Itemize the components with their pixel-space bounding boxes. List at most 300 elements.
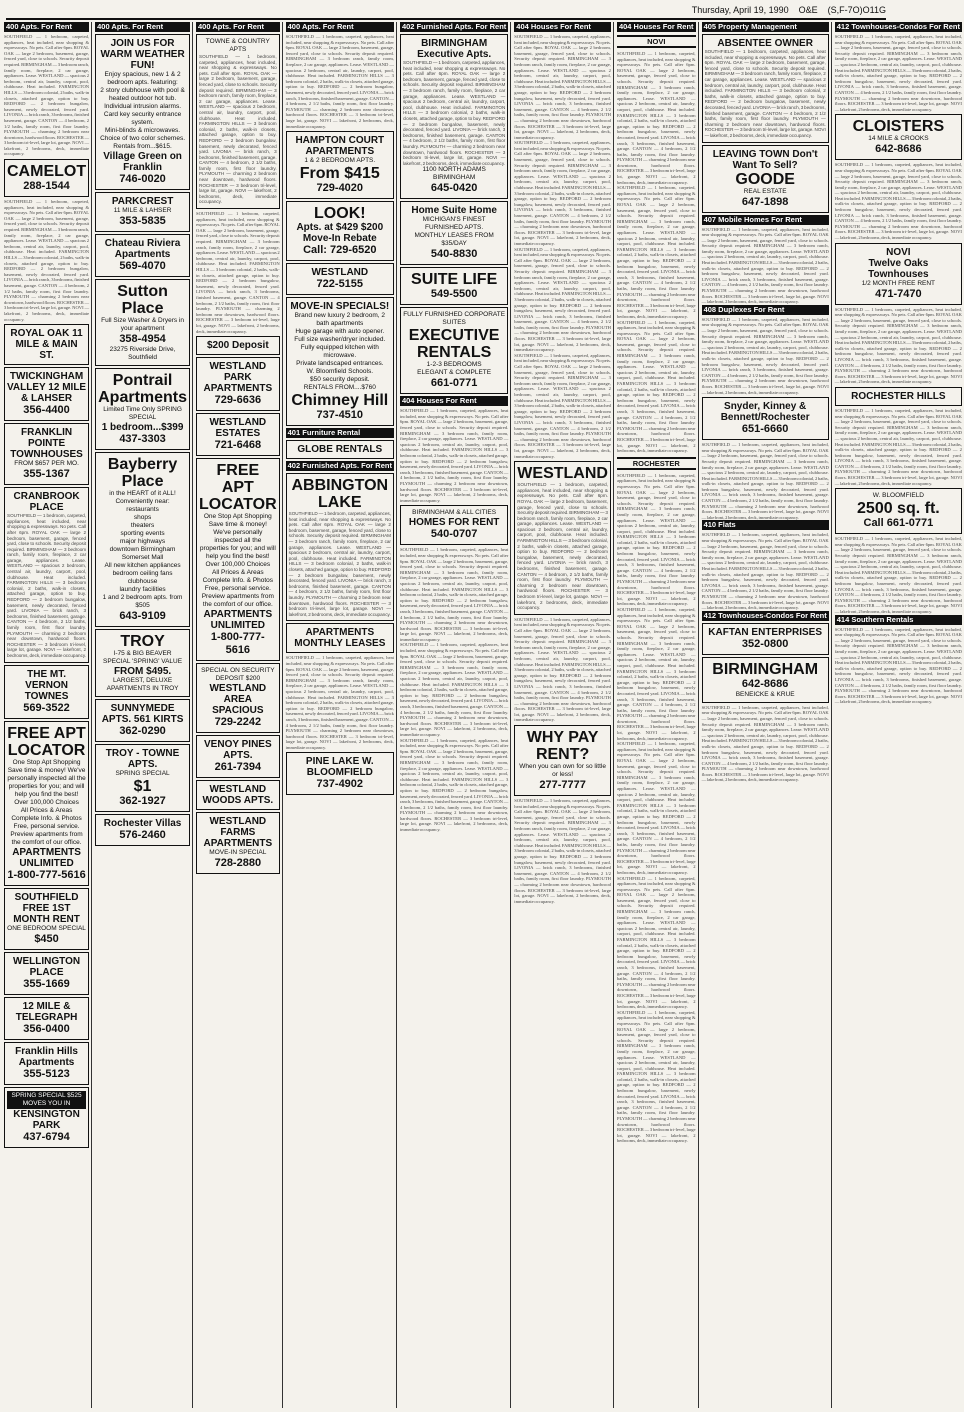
twelve-mile-ad <box>4 997 89 1040</box>
birmingham-townhouse-ad <box>702 657 829 703</box>
ad-bullet: All Prices & Areas <box>211 569 264 577</box>
listing-text: SOUTHFIELD — 1 bedroom, carpeted, appliances, heat included, near shopping & expressways. No pets. Call after 6pm. ROYAL OAK — large 2 bedroom, basement, garage, fenced yard, close to schools. Security deposit required. BIRMINGHAM — 3 bedroom ranch, family room, fireplace, 2 car garage, appliances. Lease. WESTLAND — spacious 2 bedroom, central air, laundry, carport, pool, clubhouse. Heat included. FARMINGTON HILLS — 3 bedroom colonial, 2 baths, walk-in closets, attached garage, option to buy. REDFORD — 2 bedroom bungalow, basement, newly decorated, fenced yard. LIVONIA — brick ranch, 3 bedrooms, finished basement, garage. CANTON — 4 bedroom, 2 1/2 baths, family room, first floor laundry. PLYMOUTH — charming 2 bedroom near downtown, hardwood floors. ROCHESTER — 3 bedroom tri-level, large lot, garage. NOVI — lakefront, 2 bedrooms, deck, immediate occupancy. <box>514 140 611 246</box>
ad-phone: 729-6636 <box>214 394 262 407</box>
listing-text: SOUTHFIELD — 1 bedroom, carpeted, appliances, heat included, near shopping & expressways. No pets. Call after 6pm. ROYAL OAK — large 2 bedroom, basement, garage, fenced yard, close to schools. Security deposit required. BIRMINGHAM — 3 bedroom ranch, family room, fireplace, 2 car garage, appliances. Lease. WESTLAND — spacious 2 bedroom, central air, laundry, carport, pool, clubhouse. Heat included. FARMINGTON HILLS — 3 bedroom colonial, 2 baths, walk-in closets, attached garage, option to buy. REDFORD — 2 bedroom bungalow, basement, newly decorated, fenced yard. LIVONIA — brick ranch, 3 bedrooms, finished basement, garage. CANTON — 4 bedroom, 2 1/2 baths, family room, first floor laundry. PLYMOUTH — charming 2 bedroom near downtown, hardwood floors. ROCHESTER — 3 bedroom tri-level, large lot, garage. NOVI — lakefront, 2 bedrooms, deck, immediate occupancy. <box>701 442 829 520</box>
ad-phone: 288-1544 <box>23 180 70 193</box>
ad-title: TROY - TOWNE APTS. <box>105 748 180 770</box>
ad-phone: 261-7394 <box>214 761 262 774</box>
listing-text: SOUTHFIELD — 1 bedroom, carpeted, appliances, heat included, near shopping & expressways. No pets. Call after 6pm. ROYAL OAK — large 2 bedroom, basement, garage, fenced yard, close to schools. Security deposit required. BIRMINGHAM — 3 bedroom ranch, family room, fireplace, 2 car garage, appliances. Lease. WESTLAND — spacious 2 bedroom, central air, laundry, carport, pool, clubhouse. Heat included. FARMINGTON HILLS — 3 bedroom colonial, 2 baths, walk-in closets, attached garage, option to buy. REDFORD — 2 bedroom bungalow, basement, newly decorated, fenced yard. LIVONIA — brick ranch, 3 bedrooms, finished basement, garage. CANTON — 4 bedroom, 2 1/2 baths, family room, first floor laundry. PLYMOUTH — charming 2 bedroom near downtown, hardwood floors. ROCHESTER — 3 bedroom tri-level, large lot, garage. NOVI — lakefront, 2 bedrooms, deck, immediate occupancy. <box>399 737 509 833</box>
ad-title: $200 Deposit <box>206 340 269 352</box>
bayberry-ad <box>95 452 190 627</box>
goode-ad <box>702 145 829 213</box>
ad-bullet: Mini-blinds & microwaves. <box>104 127 181 134</box>
listing-text: SOUTHFIELD — 1 bedroom, carpeted, appliances, heat included, near shopping & expressways. No pets. Call after 6pm. ROYAL OAK — large 2 bedroom, basement, garage, fenced yard, close to schools. Security deposit required. BIRMINGHAM — 3 bedroom ranch, family room, fireplace, 2 car garage, appliances. Lease. WESTLAND — spacious 2 bedroom, central air, laundry, carport, pool, clubhouse. Heat included. FARMINGTON HILLS — 3 bedroom colonial, 2 baths, walk-in closets, attached garage, option to buy. REDFORD — 2 bedroom bungalow, basement, newly decorated, fenced yard. LIVONIA — brick ranch, 3 bedrooms, finished basement, garage. CANTON — 4 bedroom, 2 1/2 baths, family room, first floor laundry. PLYMOUTH — charming 2 bedroom near downtown, hardwood floors. ROCHESTER — 3 bedroom tri-level, large lot, garage. NOVI — lakefront, 2 bedrooms, deck, immediate occupancy. <box>402 60 506 166</box>
listing-text: SOUTHFIELD — 1 bedroom, carpeted, appliances, heat included, near shopping & expressways. No pets. Call after 6pm. ROYAL OAK — large 2 bedroom, basement, garage, fenced yard, close to schools. Security deposit required. BIRMINGHAM — 3 bedroom ranch, family room, fireplace, 2 car garage, appliances. Lease. WESTLAND — spacious 2 bedroom, central air, laundry, carport, pool, clubhouse. Heat included. FARMINGTON HILLS — 3 bedroom colonial, 2 baths, walk-in closets, attached garage, option to buy. REDFORD — 2 bedroom bungalow, basement, newly decorated, fenced yard. LIVONIA — brick ranch, 3 bedrooms, finished basement, garage. CANTON — 4 bedroom, 2 1/2 baths, family room, first floor laundry. PLYMOUTH — charming 2 bedroom near downtown, hardwood floors. ROCHESTER — 3 bedroom tri-level, large lot, garage. NOVI — lakefront, 2 bedrooms, deck, immediate occupancy. <box>834 162 962 241</box>
ad-title: SOUTHFIELD FREE 1ST MONTH RENT <box>13 891 80 925</box>
ad-body: Free, personal service. Preview apartments from the comfort of our office. <box>201 585 274 609</box>
ad-title: ABSENTEE OWNER <box>717 38 813 49</box>
ad-title: WESTLAND <box>311 267 369 279</box>
wellington-ad <box>4 952 89 995</box>
ad-title: TOWNE & COUNTRY APTS <box>205 38 270 53</box>
ad-title: 12 MILE & TELEGRAPH <box>15 1000 78 1023</box>
ad-phone: 358-4954 <box>119 333 166 345</box>
ad-phone: Call: 729-6520 <box>303 244 377 257</box>
apt-locator-ad <box>196 458 280 661</box>
ad-bullet: Private landscaped entrances. <box>296 360 384 368</box>
ad-title: WESTLAND ESTATES <box>209 417 267 440</box>
ad-bullet: Full size washer/dryer included. <box>294 336 386 344</box>
listing-text: SOUTHFIELD — 1 bedroom, carpeted, appliances, heat included, near shopping & expressways. No pets. Call after 6pm. ROYAL OAK — large 2 bedroom, basement, garage, fenced yard, close to schools. Security deposit required. BIRMINGHAM — 3 bedroom ranch, family room, fireplace, 2 car garage, appliances. Lease. WESTLAND — spacious 2 bedroom, central air, laundry, carport, pool, clubhouse. Heat included. FARMINGTON HILLS — 3 bedroom colonial, 2 baths, walk-in closets, attached garage, option to buy. REDFORD — 2 bedroom bungalow, basement, newly decorated, fenced yard. LIVONIA — brick ranch, 3 bedrooms, finished basement, garage. CANTON — 4 bedroom, 2 1/2 baths, family room, first floor laundry. PLYMOUTH — charming 2 bedroom near downtown, hardwood floors. ROCHESTER — 3 bedroom tri-level, large lot, garage. NOVI — lakefront, 2 bedrooms, deck, immediate occupancy. <box>701 226 829 305</box>
ad-bullet: Over 100,000 Choices <box>205 561 271 569</box>
ad-phone: 437-6794 <box>23 1130 70 1143</box>
sunnymede-ad <box>95 699 190 742</box>
listing-text: SOUTHFIELD — 1 bedroom, carpeted, appliances, heat included, near shopping & expressways. No pets. Call after 6pm. ROYAL OAK — large 2 bedroom, basement, garage, fenced yard, close to schools. Security deposit required. BIRMINGHAM — 3 bedroom ranch, family room, fireplace, 2 car garage, appliances. Lease. WESTLAND — spacious 2 bedroom, central air, laundry, carport, pool, clubhouse. Heat included. FARMINGTON HILLS — 3 bedroom colonial, 2 baths, walk-in closets, attached garage, option to buy. REDFORD — 2 bedroom bungalow, basement, newly decorated, fenced yard. LIVONIA — brick ranch, 3 bedrooms, finished basement, garage. CANTON — 4 bedroom, 2 1/2 baths, family room, first floor laundry. PLYMOUTH — charming 2 bedroom near downtown, hardwood floors. ROCHESTER — 3 bedroom tri-level, large lot, garage. NOVI — lakefront, 2 bedrooms, deck, immediate occupancy. <box>616 607 696 741</box>
ad-body: Brand new luxury 2 bedroom, 2 bath apartments <box>294 312 385 328</box>
listing-text: SOUTHFIELD — 1 bedroom, carpeted, appliances, heat included, near shopping & expressways. No pets. Call after 6pm. ROYAL OAK — large 2 bedroom, basement, garage, fenced yard, close to schools. Security deposit required. BIRMINGHAM — 3 bedroom ranch, family room, fireplace, 2 car garage, appliances. Lease. WESTLAND — spacious 2 bedroom, central air, laundry, carport, pool, clubhouse. Heat included. FARMINGTON HILLS — 3 bedroom colonial, 2 baths, walk-in closets, attached garage, option to buy. REDFORD — 2 bedroom bungalow, basement, newly decorated, fenced yard. LIVONIA — brick ranch, 3 bedrooms, finished basement, garage. CANTON — 4 bedroom, 2 1/2 baths, family room, first floor laundry. PLYMOUTH — charming 2 bedroom near downtown, hardwood floors. ROCHESTER — 3 bedroom tri-level, large lot, garage. NOVI — lakefront, 2 bedrooms, deck, immediate occupancy. <box>834 407 962 486</box>
ad-title: KENSINGTON PARK <box>13 1108 80 1131</box>
ad-subtitle: One Stop Apt Shopping <box>12 758 81 766</box>
ad-title: WESTLAND PARK APARTMENTS <box>203 361 273 395</box>
homes-for-rent-ad <box>400 505 508 545</box>
westland-spacious-ad <box>196 663 280 733</box>
ad-phone: 356-0400 <box>23 1022 70 1035</box>
ad-phone: 576-2460 <box>119 829 166 841</box>
ad-brand: Chimney Hill <box>291 392 389 410</box>
ad-brand: APARTMENTS UNLIMITED <box>203 609 273 632</box>
listing-text: SOUTHFIELD — 1 bedroom, carpeted, appliances, heat included, near shopping & expressways. No pets. Call after 6pm. ROYAL OAK — large 2 bedroom, basement, garage, fenced yard, close to schools. Security deposit required. BIRMINGHAM — 3 bedroom ranch, family room, fireplace, 2 car garage, appliances. Lease. WESTLAND — spacious 2 bedroom, central air, laundry, carport, pool, clubhouse. Heat included. FARMINGTON HILLS — 3 bedroom colonial, 2 baths, walk-in closets, attached garage, option to buy. REDFORD — 2 bedroom bungalow, basement, newly decorated, fenced yard. LIVONIA — brick ranch, 3 bedrooms, finished basement, garage. CANTON — 4 bedroom, 2 1/2 baths, family room, first floor laundry. PLYMOUTH — charming 2 bedroom near downtown, hardwood floors. ROCHESTER — 3 bedroom tri-level, large lot, garage. NOVI — lakefront, 2 bedrooms, deck, immediate occupancy. <box>701 316 829 395</box>
ad-bullet: major highways <box>119 538 166 545</box>
pontrail-ad <box>95 368 190 450</box>
ad-bullet: All Prices & Areas <box>20 806 73 814</box>
ad-brand: BENEICKE & KRUE <box>735 690 795 698</box>
section-header: 400 Apts. For Rent <box>286 22 394 32</box>
ad-title: SUITE LIFE <box>411 271 498 289</box>
column-4 <box>286 22 397 1408</box>
twelve-oaks-ad <box>835 243 962 305</box>
westland-apt-ad <box>286 263 394 295</box>
ad-title: Snyder, Kinney & Bennett/Rochester <box>720 401 810 424</box>
ad-banner: SPRING SPECIAL $525 MOVES YOU IN <box>7 1091 86 1109</box>
ad-bullet: $50 security deposit. <box>309 376 370 384</box>
issue-date: Thursday, April 19, 1990 <box>691 5 789 15</box>
westland-farms-ad <box>196 812 280 874</box>
troy-ad <box>95 629 190 697</box>
ad-brand: GOODE <box>735 170 795 188</box>
section-header: 401 Furniture Rental <box>286 428 394 438</box>
ad-phone: 647-1898 <box>741 195 789 208</box>
home-suite-ad <box>400 201 508 265</box>
ad-price: RENTALS FROM....$760 <box>303 384 376 392</box>
ad-title: SUNNYMEDE APTS. 561 KIRTS <box>101 703 184 725</box>
ad-title: EXECUTIVE RENTALS <box>408 327 500 362</box>
listing-text: SOUTHFIELD — 1 bedroom, carpeted, appliances, heat included, near shopping & expressways. No pets. Call after 6pm. ROYAL OAK — large 2 bedroom, basement, garage, fenced yard, close to schools. Security deposit required. BIRMINGHAM — 3 bedroom ranch, family room, fireplace, 2 car garage, appliances. Lease. WESTLAND — spacious 2 bedroom, central air, laundry, carport, pool, clubhouse. Heat included. FARMINGTON HILLS — 3 bedroom colonial, 2 baths, walk-in closets, attached garage, option to buy. REDFORD — 2 bedroom bungalow, basement, newly decorated, fenced yard. LIVONIA — brick ranch, 3 bedrooms, finished basement, garage. CANTON — 4 bedroom, 2 1/2 baths, family room, first floor laundry. PLYMOUTH — charming 2 bedroom near downtown, hardwood floors. ROCHESTER — 3 bedroom tri-level, large lot, garage. NOVI — lakefront, 2 bedrooms, deck, immediate occupancy. <box>616 741 696 875</box>
ad-subtitle: 1 & 2 BEDROOM APTS. <box>304 157 376 165</box>
section-header: 400 Apts. For Rent <box>95 22 190 32</box>
ad-banner: 1/2 MONTH FREE RENT <box>861 279 936 287</box>
section-header: 404 Houses For Rent <box>400 396 508 406</box>
ad-body: LARGEST, DELUXE APARTMENTS IN TROY <box>106 677 179 692</box>
ad-subtitle: in the HEART of it ALL! <box>109 490 176 497</box>
ad-title: PINE LAKE W. BLOOMFIELD <box>305 756 374 779</box>
ad-subtitle: One Stop Apt Shopping <box>203 513 272 521</box>
section-header: 404 Houses For Rent <box>618 22 694 31</box>
section-header: 412 Townhouses-Condos For Rent <box>836 22 960 31</box>
ad-phone: 642-8686 <box>875 143 922 156</box>
classified-columns <box>4 22 962 1408</box>
listing-text: SOUTHFIELD — 1 bedroom, carpeted, appliances, heat included, near shopping & expressways. No pets. Call after 6pm. ROYAL OAK — large 2 bedroom, basement, garage, fenced yard, close to schools. Security deposit required. BIRMINGHAM — 3 bedroom ranch, family room, fireplace, 2 car garage, appliances. Lease. WESTLAND — spacious 2 bedroom, central air, laundry, carport, pool, clubhouse. Heat included. FARMINGTON HILLS — 3 bedroom colonial, 2 baths, walk-in closets, attached garage, option to buy. REDFORD — 2 bedroom bungalow, basement, newly decorated, fenced yard. LIVONIA — brick ranch, 3 bedrooms, finished basement, garage. CANTON — 4 bedroom, 2 1/2 baths, family room, first floor laundry. PLYMOUTH — charming 2 bedroom near downtown, hardwood floors. ROCHESTER — 3 bedroom tri-level, large lot, garage. NOVI — lakefront, 2 bedrooms, deck, immediate occupancy. <box>616 875 696 1010</box>
ad-bullet: sporting events <box>120 530 165 537</box>
paper-name: O&E <box>798 5 818 15</box>
ad-title: FREE APT LOCATOR <box>199 462 277 514</box>
ad-bullet: Complete Info. & Photos <box>11 814 82 822</box>
city-heading: NOVI <box>617 35 696 48</box>
why-pay-rent-ad <box>514 725 611 796</box>
join-us-ad <box>95 34 190 190</box>
section-header: 400 Apts. For Rent <box>4 22 89 32</box>
listing-text: SOUTHFIELD — 1 bedroom, carpeted, appliances, heat included, near shopping & expressways. No pets. Call after 6pm. ROYAL OAK — large 2 bedroom, basement, garage, fenced yard, close to schools. Security deposit required. BIRMINGHAM — 3 bedroom ranch, family room, fireplace, 2 car garage, appliances. Lease. WESTLAND — spacious 2 bedroom, central air, laundry, carport, pool, clubhouse. Heat included. FARMINGTON HILLS — 3 bedroom colonial, 2 baths, walk-in closets, attached garage, option to buy. REDFORD — 2 bedroom bungalow, basement, newly decorated, fenced yard. LIVONIA — brick ranch, 3 bedrooms, finished basement, garage. CANTON — 4 bedroom, 2 1/2 baths, family room, first floor laundry. PLYMOUTH — charming 2 bedroom near downtown, hardwood floors. ROCHESTER — 3 bedroom tri-level, large lot, garage. NOVI — lakefront, 2 bedrooms, deck, immediate occupancy. <box>517 482 608 611</box>
ad-phone: 642-8686 <box>741 677 789 690</box>
executive-rentals-ad <box>400 307 508 394</box>
camelot-ad <box>4 159 89 197</box>
ad-bullet: theaters <box>130 522 155 529</box>
ad-bullet: Somerset Mall <box>121 554 164 561</box>
ad-phone: 362-0290 <box>119 725 166 737</box>
listing-text: SOUTHFIELD — 1 bedroom, carpeted, appliances, heat included, near shopping & expressways. No pets. Call after 6pm. ROYAL OAK — large 2 bedroom, basement, garage, fenced yard, close to schools. Security deposit required. BIRMINGHAM — 3 bedroom ranch, family room, fireplace, 2 car garage, appliances. Lease. WESTLAND — spacious 2 bedroom, central air, laundry, carport, pool, clubhouse. Heat included. FARMINGTON HILLS — 3 bedroom colonial, 2 baths, walk-in closets, attached garage, option to buy. REDFORD — 2 bedroom bungalow, basement, newly decorated, fenced yard. LIVONIA — brick ranch, 3 bedrooms, finished basement, garage. CANTON — 4 bedroom, 2 1/2 baths, family room, first floor laundry. PLYMOUTH — charming 2 bedroom near downtown, hardwood floors. ROCHESTER — 3 bedroom tri-level, large lot, garage. NOVI — lakefront, 2 bedrooms, deck, immediate occupancy. <box>701 532 829 611</box>
listing-text: SOUTHFIELD — 1 bedroom, carpeted, appliances, heat included, near shopping & expressways. No pets. Call after 6pm. ROYAL OAK — large 2 bedroom, basement, garage, fenced yard, close to schools. Security deposit required. BIRMINGHAM — 3 bedroom ranch, family room, fireplace, 2 car garage, appliances. Lease. WESTLAND — spacious 2 bedroom, central air, laundry, carport, pool, clubhouse. Heat included. FARMINGTON HILLS — 3 bedroom colonial, 2 baths, walk-in closets, attached garage, option to buy. REDFORD — 2 bedroom bungalow, basement, newly decorated, fenced yard. LIVONIA — brick ranch, 3 bedrooms, finished basement, garage. CANTON — 4 bedroom, 2 1/2 baths, family room, first floor laundry. PLYMOUTH — charming 2 bedroom near downtown, hardwood floors. ROCHESTER — 3 bedroom tri-level, large lot, garage. NOVI — lakefront, 2 bedrooms, deck, immediate occupancy. <box>616 185 696 319</box>
ad-city: NOVI <box>886 246 911 258</box>
ad-banner: SPECIAL ON SECURITY DEPOSIT $200 <box>201 667 275 683</box>
listing-text: SOUTHFIELD — 1 bedroom, carpeted, appliances, heat included, near shopping & expressways. No pets. Call after 6pm. ROYAL OAK — large 2 bedroom, basement, garage, fenced yard, close to schools. Security deposit required. BIRMINGHAM — 3 bedroom ranch, family room, fireplace, 2 car garage, appliances. Lease. WESTLAND — spacious 2 bedroom, central air, laundry, carport, pool, clubhouse. Heat included. FARMINGTON HILLS — 3 bedroom colonial, 2 baths, walk-in closets, attached garage, option to buy. REDFORD — 2 bedroom bungalow, basement, newly decorated, fenced yard. LIVONIA — brick ranch, 3 bedrooms, finished basement, garage. CANTON — 4 bedroom, 2 1/2 baths, family room, first floor laundry. PLYMOUTH — charming 2 bedroom near downtown, hardwood floors. ROCHESTER — 3 bedroom tri-level, large lot, garage. NOVI — lakefront, 2 bedrooms, deck, immediate occupancy. <box>199 54 277 205</box>
section-header: 402 Furnished Apts. For Rent <box>287 461 392 471</box>
listing-text: SOUTHFIELD — 1 bedroom, carpeted, appliances, heat included, near shopping & expressways. No pets. Call after 6pm. ROYAL OAK — large 2 bedroom, basement, garage, fenced yard, close to schools. Security deposit required. BIRMINGHAM — 3 bedroom ranch, family room, fireplace, 2 car garage, appliances. Lease. WESTLAND — spacious 2 bedroom, central air, laundry, carport, pool, clubhouse. Heat included. FARMINGTON HILLS — 3 bedroom colonial, 2 baths, walk-in closets, attached garage, option to buy. REDFORD — 2 bedroom bungalow, basement, newly decorated, fenced yard. LIVONIA — brick ranch, 3 bedrooms, finished basement, garage. CANTON — 4 bedroom, 2 1/2 baths, family room, first floor laundry. PLYMOUTH — charming 2 bedroom near downtown, hardwood floors. ROCHESTER — 3 bedroom tri-level, large lot, garage. NOVI — lakefront, 2 bedrooms, deck, immediate occupancy. <box>616 51 696 185</box>
ad-title: BIRMINGHAM <box>712 660 819 678</box>
westland-homes-ad <box>514 461 611 615</box>
ad-title: Rochester Villas <box>103 818 182 829</box>
ad-phone: 362-1927 <box>119 795 166 807</box>
ad-title: TROY <box>120 633 165 650</box>
listing-text: SOUTHFIELD — 1 bedroom, carpeted, appliances, heat included, near shopping & expressways. No pets. Call after 6pm. ROYAL OAK — large 2 bedroom, basement, garage, fenced yard, close to schools. Security deposit required. BIRMINGHAM — 3 bedroom ranch, family room, fireplace, 2 car garage, appliances. Lease. WESTLAND — spacious 2 bedroom, central air, laundry, carport, pool, clubhouse. Heat included. FARMINGTON HILLS — 3 bedroom colonial, 2 baths, walk-in closets, attached garage, option to buy. REDFORD — 2 bedroom bungalow, basement, newly decorated, fenced yard. LIVONIA — brick ranch, 3 bedrooms, finished basement, garage. CANTON — 4 bedroom, 2 1/2 baths, family room, first floor laundry. PLYMOUTH — charming 2 bedroom near downtown, hardwood floors. ROCHESTER — 3 bedroom tri-level, large lot, garage. NOVI — lakefront, 2 bedrooms, deck, immediate occupancy. <box>196 211 280 334</box>
section-header: 400 Apts. For Rent <box>196 22 280 32</box>
ad-phone: 651-6660 <box>741 423 789 436</box>
ad-title: LEAVING TOWN Don't Want To Sell? <box>712 148 818 171</box>
pine-lake-ad <box>286 752 394 795</box>
ad-phone: 746-0020 <box>119 173 166 185</box>
ad-feature: All new kitchen appliances <box>104 562 181 569</box>
ad-feature: bedroom ceiling fans <box>112 570 173 577</box>
ad-phone: 1-800-777-5616 <box>210 631 265 657</box>
ad-phone: 728-2880 <box>214 857 262 870</box>
section-header: 407 Mobile Homes For Rent <box>702 215 829 225</box>
column-9 <box>835 22 964 1408</box>
ad-brand: Village Green on Franklin <box>103 151 182 173</box>
ad-title: Sutton Place <box>117 283 168 317</box>
ad-title: Bayberry Place <box>107 456 178 490</box>
move-in-ad <box>286 297 394 426</box>
listing-text: SOUTHFIELD — 1 bedroom, carpeted, appliances, heat included, near shopping & expressways. No pets. Call after 6pm. ROYAL OAK — large 2 bedroom, basement, garage, fenced yard, close to schools. Security deposit required. BIRMINGHAM — 3 bedroom ranch, family room, fireplace, 2 car garage, appliances. Lease. WESTLAND — spacious 2 bedroom, central air, laundry, carport, pool, clubhouse. Heat included. FARMINGTON HILLS — 3 bedroom colonial, 2 baths, walk-in closets, attached garage, option to buy. REDFORD — 2 bedroom bungalow, basement, newly decorated, fenced yard. LIVONIA — brick ranch, 3 bedrooms, finished basement, garage. CANTON — 4 bedroom, 2 1/2 baths, family room, first floor laundry. PLYMOUTH — charming 2 bedroom near downtown, hardwood floors. ROCHESTER — 3 bedroom tri-level, large lot, garage. NOVI — lakefront, 2 bedrooms, deck, immediate occupancy. <box>7 513 87 658</box>
edition-code: (S,F-7O)O11G <box>827 5 886 15</box>
ad-bullet: Fully equipped kitchen with microwave. <box>300 344 379 360</box>
ad-title: WESTLAND WOODS APTS. <box>202 784 274 807</box>
listing-text: SOUTHFIELD — 1 bedroom, carpeted, appliances, heat included, near shopping & expressways. No pets. Call after 6pm. ROYAL OAK — large 2 bedroom, basement, garage, fenced yard, close to schools. Security deposit required. BIRMINGHAM — 3 bedroom ranch, family room, fireplace, 2 car garage, appliances. Lease. WESTLAND — spacious 2 bedroom, central air, laundry, carport, pool, clubhouse. Heat included. FARMINGTON HILLS — 3 bedroom colonial, 2 baths, walk-in closets, attached garage, option to buy. REDFORD — 2 bedroom bungalow, basement, newly decorated, fenced yard. LIVONIA — brick ranch, 3 bedrooms, finished basement, garage. CANTON — 4 bedroom, 2 1/2 baths, family room, first floor laundry. PLYMOUTH — charming 2 bedroom near downtown, hardwood floors. ROCHESTER — 3 bedroom tri-level, large lot, garage. NOVI — lakefront, 2 bedrooms, deck, immediate occupancy. <box>285 655 394 750</box>
ad-phone: 643-9109 <box>119 610 166 622</box>
ad-bullet: Rentals from...$615. <box>113 143 172 150</box>
ad-subtitle: I-75 & BIG BEAVER <box>113 650 172 657</box>
ad-phone: 1-800-777-5616 <box>7 868 86 881</box>
listing-text: SOUTHFIELD — 1 bedroom, carpeted, appliances, heat included, near shopping & expressways. No pets. Call after 6pm. ROYAL OAK — large 2 bedroom, basement, garage, fenced yard, close to schools. Security deposit required. BIRMINGHAM — 3 bedroom ranch, family room, fireplace, 2 car garage, appliances. Lease. WESTLAND — spacious 2 bedroom, central air, laundry, carport, pool, clubhouse. Heat included. FARMINGTON HILLS — 3 bedroom colonial, 2 baths, walk-in closets, attached garage, option to buy. REDFORD — 2 bedroom bungalow, basement, newly decorated, fenced yard. LIVONIA — brick ranch, 3 bedrooms, finished basement, garage. CANTON — 4 bedroom, 2 1/2 baths, family room, first floor laundry. PLYMOUTH — charming 2 bedroom near downtown, hardwood floors. ROCHESTER — 3 bedroom tri-level, large lot, garage. NOVI — lakefront, 2 bedrooms, deck, immediate occupancy. <box>616 472 696 607</box>
column-6 <box>514 22 614 1408</box>
masthead <box>6 2 886 20</box>
section-header: 402 Furnished Apts. For Rent <box>401 22 507 31</box>
ad-title: JOIN US FOR WARM WEATHER FUN! <box>100 38 185 71</box>
ad-address: 23275 Riverside Drive, Southfield <box>109 346 176 361</box>
ad-phone: 729-4020 <box>316 182 364 195</box>
listing-text: SOUTHFIELD — 1 bedroom, carpeted, appliances, heat included, near shopping & expressways. No pets. Call after 6pm. ROYAL OAK — large 2 bedroom, basement, garage, fenced yard, close to schools. Security deposit required. BIRMINGHAM — 3 bedroom ranch, family room, fireplace, 2 car garage, appliances. Lease. WESTLAND — spacious 2 bedroom, central air, laundry, carport, pool, clubhouse. Heat included. FARMINGTON HILLS — 3 bedroom colonial, 2 baths, walk-in closets, attached garage, option to buy. REDFORD — 2 bedroom bungalow, basement, newly decorated, fenced yard. LIVONIA — brick ranch, 3 bedrooms, finished basement, garage. CANTON — 4 bedroom, 2 1/2 baths, family room, first floor laundry. PLYMOUTH — charming 2 bedroom near downtown, hardwood floors. ROCHESTER — 3 bedroom tri-level, large lot, garage. NOVI — lakefront, 2 bedrooms, deck, immediate occupancy. <box>514 246 611 353</box>
ad-price: $1 <box>133 778 152 795</box>
ad-title: ABBINGTON LAKE <box>291 477 389 512</box>
mt-vernon-ad <box>4 665 89 719</box>
sutton-ad <box>95 279 190 366</box>
hampton-ad <box>286 131 394 199</box>
ad-title: VENOY PINES APTS. <box>204 739 272 762</box>
ad-phone: 277-7777 <box>539 779 586 792</box>
ad-title: Franklin Hills Apartments <box>15 1045 78 1068</box>
listing-text: SOUTHFIELD — 1 bedroom, carpeted, appliances, heat included, near shopping & expressways. No pets. Call after 6pm. ROYAL OAK — large 2 bedroom, basement, garage, fenced yard, close to schools. Security deposit required. BIRMINGHAM — 3 bedroom ranch, family room, fireplace, 2 car garage, appliances. Lease. WESTLAND — spacious 2 bedroom, central air, laundry, carport, pool, clubhouse. Heat included. FARMINGTON HILLS — 3 bedroom colonial, 2 baths, walk-in closets, attached garage, option to buy. REDFORD — 2 bedroom bungalow, basement, newly decorated, fenced yard. LIVONIA — brick ranch, 3 bedrooms, finished basement, garage. CANTON — 4 bedroom, 2 1/2 baths, family room, first floor laundry. PLYMOUTH — charming 2 bedroom near downtown, hardwood floors. ROCHESTER — 3 bedroom tri-level, large lot, garage. NOVI — lakefront, 2 bedrooms, deck, immediate occupancy. <box>834 626 962 705</box>
ad-title: Home Suite Home <box>411 205 497 217</box>
ad-body: Enjoy spacious, new 1 & 2 bedroom apts. featuring: <box>104 71 181 86</box>
city-heading: ROCHESTER <box>617 457 696 470</box>
ad-title: TWICKINGHAM VALLEY 12 MILE & LAHSER <box>7 371 87 405</box>
globe-ad <box>286 440 394 459</box>
ad-feature: clubhouse <box>127 578 158 585</box>
ad-price: FROM $657 PER MO. <box>14 460 79 468</box>
ad-price: FROM $495. <box>113 666 172 677</box>
ad-phone: Call 661-0771 <box>863 517 934 530</box>
ad-subtitle: 11 MILE & LAHSER <box>113 207 172 214</box>
royal-oak-ad <box>4 324 89 365</box>
westland-estates-ad <box>196 413 280 456</box>
ad-phone: 729-2242 <box>214 716 262 729</box>
look-ad <box>286 201 394 261</box>
deposit-ad <box>196 336 280 355</box>
apt-locator-ad <box>4 721 89 886</box>
ad-address: 1100 NORTH ADAMS BIRMINGHAM <box>422 166 486 182</box>
ad-subtitle: 14 MILE & CROOKS <box>868 135 929 143</box>
ad-banner: BIRMINGHAM & ALL CITIES <box>412 509 497 517</box>
ad-phone: 437-3303 <box>119 433 166 445</box>
ad-title: WHY PAY RENT? <box>526 729 599 764</box>
ad-title: FRANKLIN POINTE TOWNHOUSES <box>10 427 83 461</box>
w-bloomfield-ad <box>835 488 962 534</box>
ad-city: W. BLOOMFIELD <box>872 492 925 500</box>
ad-bullet: 2 story clubhouse with pool & heated outdoor hot tub. <box>100 87 185 102</box>
column-8 <box>702 22 832 1408</box>
ad-subtitle: When you can own for so little or less! <box>519 763 606 779</box>
suite-life-ad <box>400 267 508 305</box>
ad-title: ROYAL OAK 11 MILE & MAIN ST. <box>10 328 83 362</box>
ad-title: PARKCREST <box>111 196 174 207</box>
ad-feature: laundry facilities <box>119 586 166 593</box>
ad-bullet: Huge garage with auto opener. <box>295 328 385 336</box>
westland-woods-ad <box>196 780 280 810</box>
listing-text: SOUTHFIELD — 1 bedroom, carpeted, appliances, heat included, near shopping & expressways. No pets. Call after 6pm. ROYAL OAK — large 2 bedroom, basement, garage, fenced yard, close to schools. Security deposit required. BIRMINGHAM — 3 bedroom ranch, family room, fireplace, 2 car garage, appliances. Lease. WESTLAND — spacious 2 bedroom, central air, laundry, carport, pool, clubhouse. Heat included. FARMINGTON HILLS — 3 bedroom colonial, 2 baths, walk-in closets, attached garage, option to buy. REDFORD — 2 bedroom bungalow, basement, newly decorated, fenced yard. LIVONIA — brick ranch, 3 bedrooms, finished basement, garage. CANTON — 4 bedroom, 2 1/2 baths, family room, first floor laundry. PLYMOUTH — charming 2 bedroom near downtown, hardwood floors. ROCHESTER — 3 bedroom tri-level, large lot, garage. NOVI — lakefront, 2 bedrooms, deck, immediate occupancy. <box>834 536 962 614</box>
ad-subtitle: MICHIGAN'S FINEST FURNISHED APTS. <box>422 216 486 232</box>
abbington-ad <box>286 473 394 621</box>
ad-phone: 355-5123 <box>23 1067 70 1080</box>
section-header: 405 Property Management <box>702 22 829 32</box>
ad-title: MOVE-IN SPECIALS! <box>290 301 390 313</box>
ad-phone: 645-0420 <box>430 182 478 195</box>
listing-text: SOUTHFIELD — 1 bedroom, carpeted, appliances, heat included, near shopping & expressways. No pets. Call after 6pm. ROYAL OAK — large 2 bedroom, basement, garage, fenced yard, close to schools. Security deposit required. BIRMINGHAM — 3 bedroom ranch, family room, fireplace, 2 car garage, appliances. Lease. WESTLAND — spacious 2 bedroom, central air, laundry, carport, pool, clubhouse. Heat included. FARMINGTON HILLS — 3 bedroom colonial, 2 baths, walk-in closets, attached garage, option to buy. REDFORD — 2 bedroom bungalow, basement, newly decorated, fenced yard. LIVONIA — brick ranch, 3 bedrooms, finished basement, garage. CANTON — 4 bedroom, 2 1/2 baths, family room, first floor laundry. PLYMOUTH — charming 2 bedroom near downtown, hardwood floors. ROCHESTER — 3 bedroom tri-level, large lot, garage. NOVI — lakefront, 2 bedrooms, deck, immediate occupancy. <box>514 352 611 459</box>
ad-phone: 737-4510 <box>316 409 364 422</box>
listing-text: SOUTHFIELD — 1 bedroom, carpeted, appliances, heat included, near shopping & expressways. No pets. Call after 6pm. ROYAL OAK — large 2 bedroom, basement, garage, fenced yard, close to schools. Security deposit required. BIRMINGHAM — 3 bedroom ranch, family room, fireplace, 2 car garage, appliances. Lease. WESTLAND — spacious 2 bedroom, central air, laundry, carport, pool, clubhouse. Heat included. FARMINGTON HILLS — 3 bedroom colonial, 2 baths, walk-in closets, attached garage, option to buy. REDFORD — 2 bedroom bungalow, basement, newly decorated, fenced yard. LIVONIA — brick ranch, 3 bedrooms, finished basement, garage. CANTON — 4 bedroom, 2 1/2 baths, family room, first floor laundry. PLYMOUTH — charming 2 bedroom near downtown, hardwood floors. ROCHESTER — 3 bedroom tri-level, large lot, garage. NOVI — lakefront, 2 bedrooms, deck, immediate occupancy. <box>514 616 611 723</box>
ad-phone: 737-4902 <box>316 778 364 791</box>
section-header: 408 Duplexes For Rent <box>702 305 829 315</box>
chateau-ad <box>95 234 190 277</box>
troy-towne-ad <box>95 744 190 812</box>
ad-bullet: Card key security entrance system. <box>103 111 182 126</box>
ad-title: BIRMINGHAM Executive Apts. <box>417 38 492 60</box>
ad-title: GLOBE RENTALS <box>297 444 383 456</box>
ad-body: Free, personal service. Preview apartments from the comfort of our office. <box>10 822 83 846</box>
listing-text: SOUTHFIELD — 1 bedroom, carpeted, appliances, heat included, near shopping & expressways. No pets. Call after 6pm. ROYAL OAK — large 2 bedroom, basement, garage, fenced yard, close to schools. Security deposit required. BIRMINGHAM — 3 bedroom ranch, family room, fireplace, 2 car garage, appliances. Lease. WESTLAND — spacious 2 bedroom, central air, laundry, carport, pool, clubhouse. Heat included. FARMINGTON HILLS — 3 bedroom colonial, 2 baths, walk-in closets, attached garage, option to buy. REDFORD — 2 bedroom bungalow, basement, newly decorated, fenced yard. LIVONIA — brick ranch, 3 bedrooms, finished basement, garage. CANTON — 4 bedroom, 2 1/2 baths, family room, first floor laundry. PLYMOUTH — charming 2 bedroom near downtown, hardwood floors. ROCHESTER — 3 bedroom tri-level, large lot, garage. NOVI — lakefront, 2 bedrooms, deck, immediate occupancy. <box>616 319 696 454</box>
ad-bullet: shops <box>133 514 152 521</box>
ad-phone: 471-7470 <box>875 287 922 300</box>
ad-phone: 540-0707 <box>430 528 478 541</box>
section-header: 414 Southern Rentals <box>835 615 962 625</box>
listing-text: SOUTHFIELD — 1 bedroom, carpeted, appliances, heat included, near shopping & expressways. No pets. Call after 6pm. ROYAL OAK — large 2 bedroom, basement, garage, fenced yard, close to schools. Security deposit required. BIRMINGHAM — 3 bedroom ranch, family room, fireplace, 2 car garage, appliances. Lease. WESTLAND — spacious 2 bedroom, central air, laundry, carport, pool, clubhouse. Heat included. FARMINGTON HILLS — 3 bedroom colonial, 2 baths, walk-in closets, attached garage, option to buy. REDFORD — 2 bedroom bungalow, basement, newly decorated, fenced yard. LIVONIA — brick ranch, 3 bedrooms, finished basement, garage. CANTON — 4 bedroom, 2 1/2 baths, family room, first floor laundry. PLYMOUTH — charming 2 bedroom near downtown, hardwood floors. ROCHESTER — 3 bedroom tri-level, large lot, garage. NOVI — lakefront, 2 bedrooms, deck, immediate occupancy. <box>4 199 90 322</box>
listing-text: SOUTHFIELD — 1 bedroom, carpeted, appliances, heat included, near shopping & expressways. No pets. Call after 6pm. ROYAL OAK — large 2 bedroom, basement, garage, fenced yard, close to schools. Security deposit required. BIRMINGHAM — 3 bedroom ranch, family room, fireplace, 2 car garage, appliances. Lease. WESTLAND — spacious 2 bedroom, central air, laundry, carport, pool, clubhouse. Heat included. FARMINGTON HILLS — 3 bedroom colonial, 2 baths, walk-in closets, attached garage, option to buy. REDFORD — 2 bedroom bungalow, basement, newly decorated, fenced yard. LIVONIA — brick ranch, 3 bedrooms, finished basement, garage. CANTON — 4 bedroom, 2 1/2 baths, family room, first floor laundry. PLYMOUTH — charming 2 bedroom near downtown, hardwood floors. ROCHESTER — 3 bedroom tri-level, large lot, garage. NOVI — lakefront, 2 bedrooms, deck, immediate occupancy. <box>399 408 509 503</box>
section-header: 404 Houses For Rent <box>514 22 611 32</box>
ad-title: HAMPTON COURT APARTMENTS <box>295 135 385 158</box>
ad-title: WESTLAND <box>517 465 608 483</box>
ad-bullet: W. Bloomfield Schools. <box>306 368 374 376</box>
rochester-villas-ad <box>95 814 190 846</box>
ad-body: Conveniently near: <box>115 498 170 505</box>
listing-text: SOUTHFIELD — 1 bedroom, carpeted, appliances, heat included, near shopping & expressways. No pets. Call after 6pm. ROYAL OAK — large 2 bedroom, basement, garage, fenced yard, close to schools. Security deposit required. BIRMINGHAM — 3 bedroom ranch, family room, fireplace, 2 car garage, appliances. Lease. WESTLAND — spacious 2 bedroom, central air, laundry, carport, pool, clubhouse. Heat included. FARMINGTON HILLS — 3 bedroom colonial, 2 baths, walk-in closets, attached garage, option to buy. REDFORD — 2 bedroom bungalow, basement, newly decorated, fenced yard. LIVONIA — brick ranch, 3 bedrooms, finished basement, garage. CANTON — 4 bedroom, 2 1/2 baths, family room, first floor laundry. PLYMOUTH — charming 2 bedroom near downtown, hardwood floors. ROCHESTER — 3 bedroom tri-level, large lot, garage. NOVI — lakefront, 2 bedrooms, deck, immediate occupancy. <box>285 34 394 129</box>
monthly-leases-ad <box>286 623 394 653</box>
ad-subtitle: REAL ESTATE <box>743 187 787 195</box>
southfield-ad <box>4 888 89 950</box>
ad-title: APARTMENTS MONTHLY LEASES <box>294 627 386 650</box>
rochester-hills-ad <box>835 387 962 406</box>
ad-phone: 356-4400 <box>23 404 70 417</box>
ad-subtitle: Full Size Washer & Dryers in your apartment <box>101 317 184 332</box>
ad-bullet: restaurants <box>126 506 159 513</box>
twickingham-ad <box>4 367 89 421</box>
ad-body: ELEGANT & COMPLETE <box>417 369 492 377</box>
venoy-pines-ad <box>196 735 280 778</box>
ad-banner: SPRING SPECIAL <box>115 770 170 777</box>
column-2 <box>95 22 193 1408</box>
ad-phone: 352-0800 <box>741 637 789 650</box>
ad-phone: 569-3522 <box>23 701 70 714</box>
ad-title: 2500 sq. ft. <box>857 500 940 518</box>
cranbrook-ad <box>4 487 89 662</box>
ad-banner: SPECIAL 'SPRING' VALUE <box>103 658 183 665</box>
ad-title: WESTLAND AREA SPACIOUS <box>209 683 267 717</box>
ad-banner: MOVE-IN SPECIAL <box>209 849 267 857</box>
listing-text: SOUTHFIELD — 1 bedroom, carpeted, appliances, heat included, near shopping & expressways. No pets. Call after 6pm. ROYAL OAK — large 2 bedroom, basement, garage, fenced yard, close to schools. Security deposit required. BIRMINGHAM — 3 bedroom ranch, family room, fireplace, 2 car garage, appliances. Lease. WESTLAND — spacious 2 bedroom, central air, laundry, carport, pool, clubhouse. Heat included. FARMINGTON HILLS — 3 bedroom colonial, 2 baths, walk-in closets, attached garage, option to buy. REDFORD — 2 bedroom bungalow, basement, newly decorated, fenced yard. LIVONIA — brick ranch, 3 bedrooms, finished basement, garage. CANTON — 4 bedroom, 2 1/2 baths, family room, first floor laundry. PLYMOUTH — charming 2 bedroom near downtown, hardwood floors. ROCHESTER — 3 bedroom tri-level, large lot, garage. NOVI — lakefront, 2 bedrooms, deck, immediate occupancy. <box>514 798 611 904</box>
ad-title: Twelve Oaks Townhouses <box>868 257 929 280</box>
ad-banner: FULLY FURNISHED CORPORATE SUITES <box>403 311 506 327</box>
ad-subtitle: 1-2-3 BEDROOMS <box>426 361 482 369</box>
ad-banner: MONTHLY LEASES FROM $35/DAY <box>414 232 494 248</box>
ad-title: FREE APT LOCATOR <box>7 724 86 759</box>
ad-title: KAFTAN ENTERPRISES <box>708 626 823 638</box>
ad-bullet: Complete Info. & Photos <box>202 577 274 585</box>
ad-body: Save time & money! We've personally inspected all the properties for you; and will help you find the best! <box>199 521 276 561</box>
ad-subtitle: ONE BEDROOM SPECIAL <box>7 924 86 932</box>
snyder-ad <box>702 397 829 440</box>
column-7 <box>617 22 699 1408</box>
franklin-hills-ad <box>4 1042 89 1085</box>
ad-price: 1 and 2 bedroom apts. from $505 <box>102 594 183 609</box>
listing-text: SOUTHFIELD — 1 bedroom, carpeted, appliances, heat included, near shopping & expressways. No pets. Call after 6pm. ROYAL OAK — large 2 bedroom, basement, garage, fenced yard, close to schools. Security deposit required. BIRMINGHAM — 3 bedroom ranch, family room, fireplace, 2 car garage, appliances. Lease. WESTLAND — spacious 2 bedroom, central air, laundry, carport, pool, clubhouse. Heat included. FARMINGTON HILLS — 3 bedroom colonial, 2 baths, walk-in closets, attached garage, option to buy. REDFORD — 2 bedroom bungalow, basement, newly decorated, fenced yard. LIVONIA — brick ranch, 3 bedrooms, finished basement, garage. CANTON — 4 bedroom, 2 1/2 baths, family room, first floor laundry. PLYMOUTH — charming 2 bedroom near downtown, hardwood floors. ROCHESTER — 3 bedroom tri-level, large lot, garage. NOVI — lakefront, 2 bedrooms, deck, immediate occupancy. <box>834 34 962 112</box>
ad-subtitle: Limited Time Only SPRING SPECIAL <box>103 406 182 421</box>
listing-text: SOUTHFIELD — 1 bedroom, carpeted, appliances, heat included, near shopping & expressways. No pets. Call after 6pm. ROYAL OAK — large 2 bedroom, basement, garage, fenced yard, close to schools. Security deposit required. BIRMINGHAM — 3 bedroom ranch, family room, fireplace, 2 car garage, appliances. Lease. WESTLAND — spacious 2 bedroom, central air, laundry, carport, pool, clubhouse. Heat included. FARMINGTON HILLS — 3 bedroom colonial, 2 baths, walk-in closets, attached garage, option to buy. REDFORD — 2 bedroom bungalow, basement, newly decorated, fenced yard. LIVONIA — brick ranch, 3 bedrooms, finished basement, garage. CANTON — 4 bedroom, 2 1/2 baths, family room, first floor laundry. PLYMOUTH — charming 2 bedroom near downtown, hardwood floors. ROCHESTER — 3 bedroom tri-level, large lot, garage. NOVI — lakefront, 2 bedrooms, deck, immediate occupancy. <box>399 642 509 737</box>
parkcrest-ad <box>95 192 190 232</box>
franklin-pointe-ad <box>4 423 89 485</box>
ad-phone: 355-1669 <box>23 977 70 990</box>
ad-subtitle: Apts. at $429 $200 Move-In Rebate <box>296 222 384 245</box>
ad-phone: 540-8830 <box>430 248 478 261</box>
ad-body: Save time & money! We've personally inspected all the properties for you; and will help you find the best! <box>7 766 86 798</box>
ad-bullet: Individual intrusion alarms. <box>104 103 182 110</box>
ad-price: 1 bedroom...$399 <box>101 422 184 433</box>
cloisters-ad <box>835 114 962 160</box>
kensington-ad <box>4 1087 89 1148</box>
absentee-owner-ad <box>702 34 829 143</box>
towne-country-ad <box>196 34 280 209</box>
ad-title: Pontrail Apartments <box>98 372 188 406</box>
ad-phone: 549-5500 <box>430 288 478 301</box>
ad-title: LOOK! <box>314 205 366 223</box>
ad-price: $450 <box>34 932 59 945</box>
ad-bullet: Over 100,000 Choices <box>14 798 79 806</box>
ad-title: ROCHESTER HILLS <box>851 390 946 402</box>
ad-title: WESTLAND FARMS APARTMENTS <box>203 816 273 850</box>
section-header: 410 Flats <box>702 520 829 530</box>
ad-bullet: Choice of two color schemes. <box>100 135 186 142</box>
ad-bullet: downtown Birmingham <box>109 546 176 553</box>
ad-title: HOMES FOR RENT <box>408 517 500 529</box>
listing-text: SOUTHFIELD — 1 bedroom, carpeted, appliances, heat included, near shopping & expressways. No pets. Call after 6pm. ROYAL OAK — large 2 bedroom, basement, garage, fenced yard, close to schools. Security deposit required. BIRMINGHAM — 3 bedroom ranch, family room, fireplace, 2 car garage, appliances. Lease. WESTLAND — spacious 2 bedroom, central air, laundry, carport, pool, clubhouse. Heat included. FARMINGTON HILLS — 3 bedroom colonial, 2 baths, walk-in closets, attached garage, option to buy. REDFORD — 2 bedroom bungalow, basement, newly decorated, fenced yard. LIVONIA — brick ranch, 3 bedrooms, finished basement, garage. CANTON — 4 bedroom, 2 1/2 baths, family room, first floor laundry. PLYMOUTH — charming 2 bedroom near downtown, hardwood floors. ROCHESTER — 3 bedroom tri-level, large lot, garage. NOVI — lakefront, 2 bedrooms, deck, immediate occupancy. <box>514 34 611 140</box>
ad-title: Chateau Riviera Apartments <box>104 238 181 260</box>
ad-phone: 722-5155 <box>316 278 364 291</box>
listing-text: SOUTHFIELD — 1 bedroom, carpeted, appliances, heat included, near shopping & expressways. No pets. Call after 6pm. ROYAL OAK — large 2 bedroom, basement, garage, fenced yard, close to schools. Security deposit required. BIRMINGHAM — 3 bedroom ranch, family room, fireplace, 2 car garage, appliances. Lease. WESTLAND — spacious 2 bedroom, central air, laundry, carport, pool, clubhouse. Heat included. FARMINGTON HILLS — 3 bedroom colonial, 2 baths, walk-in closets, attached garage, option to buy. REDFORD — 2 bedroom bungalow, basement, newly decorated, fenced yard. LIVONIA — brick ranch, 3 bedrooms, finished basement, garage. CANTON — 4 bedroom, 2 1/2 baths, family room, first floor laundry. PLYMOUTH — charming 2 bedroom near downtown, hardwood floors. ROCHESTER — 3 bedroom tri-level, large lot, garage. NOVI — lakefront, 2 bedrooms, deck, immediate occupancy. <box>616 1009 696 1144</box>
birmingham-exec-ad <box>400 34 508 199</box>
ad-title: CAMELOT <box>7 163 87 181</box>
listing-text: SOUTHFIELD — 1 bedroom, carpeted, appliances, heat included, near shopping & expressways. No pets. Call after 6pm. ROYAL OAK — large 2 bedroom, basement, garage, fenced yard, close to schools. Security deposit required. BIRMINGHAM — 3 bedroom ranch, family room, fireplace, 2 car garage, appliances. Lease. WESTLAND — spacious 2 bedroom, central air, laundry, carport, pool, clubhouse. Heat included. FARMINGTON HILLS — 3 bedroom colonial, 2 baths, walk-in closets, attached garage, option to buy. REDFORD — 2 bedroom bungalow, basement, newly decorated, fenced yard. LIVONIA — brick ranch, 3 bedrooms, finished basement, garage. CANTON — 4 bedroom, 2 1/2 baths, family room, first floor laundry. PLYMOUTH — charming 2 bedroom near downtown, hardwood floors. ROCHESTER — 3 bedroom tri-level, large lot, garage. NOVI — lakefront, 2 bedrooms, deck, immediate occupancy. <box>701 704 829 783</box>
ad-title: CRANBROOK PLACE <box>13 491 80 514</box>
ad-phone: 355-1367 <box>23 468 70 481</box>
column-1 <box>4 22 92 1408</box>
ad-brand: APARTMENTS UNLIMITED <box>12 846 81 869</box>
ad-title: WELLINGTON PLACE <box>13 955 81 978</box>
westland-park-ad <box>196 357 280 411</box>
ad-phone: 721-6468 <box>214 439 262 452</box>
kaftan-ad <box>702 623 829 655</box>
ad-phone: 569-4070 <box>119 260 166 272</box>
listing-text: SOUTHFIELD — 1 bedroom, carpeted, appliances, heat included, near shopping & expressways. No pets. Call after 6pm. ROYAL OAK — large 2 bedroom, basement, garage, fenced yard, close to schools. Security deposit required. BIRMINGHAM — 3 bedroom ranch, family room, fireplace, 2 car garage, appliances. Lease. WESTLAND — spacious 2 bedroom, central air, laundry, carport, pool, clubhouse. Heat included. FARMINGTON HILLS — 3 bedroom colonial, 2 baths, walk-in closets, attached garage, option to buy. REDFORD — 2 bedroom bungalow, basement, newly decorated, fenced yard. LIVONIA — brick ranch, 3 bedrooms, finished basement, garage. CANTON — 4 bedroom, 2 1/2 baths, family room, first floor laundry. PLYMOUTH — charming 2 bedroom near downtown, hardwood floors. ROCHESTER — 3 bedroom tri-level, large lot, garage. NOVI — lakefront, 2 bedrooms, deck, immediate occupancy. <box>704 49 826 138</box>
ad-price: From $415 <box>299 165 380 183</box>
listing-text: SOUTHFIELD — 1 bedroom, carpeted, appliances, heat included, near shopping & expressways. No pets. Call after 6pm. ROYAL OAK — large 2 bedroom, basement, garage, fenced yard, close to schools. Security deposit required. BIRMINGHAM — 3 bedroom ranch, family room, fireplace, 2 car garage, appliances. Lease. WESTLAND — spacious 2 bedroom, central air, laundry, carport, pool, clubhouse. Heat included. FARMINGTON HILLS — 3 bedroom colonial, 2 baths, walk-in closets, attached garage, option to buy. REDFORD — 2 bedroom bungalow, basement, newly decorated, fenced yard. LIVONIA — brick ranch, 3 bedrooms, finished basement, garage. CANTON — 4 bedroom, 2 1/2 baths, family room, first floor laundry. PLYMOUTH — charming 2 bedroom near downtown, hardwood floors. ROCHESTER — 3 bedroom tri-level, large lot, garage. NOVI — lakefront, 2 bedrooms, deck, immediate occupancy. <box>399 547 509 642</box>
ad-title: CLOISTERS <box>852 118 945 136</box>
column-5 <box>400 22 511 1408</box>
listing-text: SOUTHFIELD — 1 bedroom, carpeted, appliances, heat included, near shopping & expressways. No pets. Call after 6pm. ROYAL OAK — large 2 bedroom, basement, garage, fenced yard, close to schools. Security deposit required. BIRMINGHAM — 3 bedroom ranch, family room, fireplace, 2 car garage, appliances. Lease. WESTLAND — spacious 2 bedroom, central air, laundry, carport, pool, clubhouse. Heat included. FARMINGTON HILLS — 3 bedroom colonial, 2 baths, walk-in closets, attached garage, option to buy. REDFORD — 2 bedroom bungalow, basement, newly decorated, fenced yard. LIVONIA — brick ranch, 3 bedrooms, finished basement, garage. CANTON — 4 bedroom, 2 1/2 baths, family room, first floor laundry. PLYMOUTH — charming 2 bedroom near downtown, hardwood floors. ROCHESTER — 3 bedroom tri-level, large lot, garage. NOVI — lakefront, 2 bedrooms, deck, immediate occupancy. <box>4 34 90 157</box>
ad-phone: 353-5835 <box>119 215 166 227</box>
listing-text: SOUTHFIELD — 1 bedroom, carpeted, appliances, heat included, near shopping & expressways. No pets. Call after 6pm. ROYAL OAK — large 2 bedroom, basement, garage, fenced yard, close to schools. Security deposit required. BIRMINGHAM — 3 bedroom ranch, family room, fireplace, 2 car garage, appliances. Lease. WESTLAND — spacious 2 bedroom, central air, laundry, carport, pool, clubhouse. Heat included. FARMINGTON HILLS — 3 bedroom colonial, 2 baths, walk-in closets, attached garage, option to buy. REDFORD — 2 bedroom bungalow, basement, newly decorated, fenced yard. LIVONIA — brick ranch, 3 bedrooms, finished basement, garage. CANTON — 4 bedroom, 2 1/2 baths, family room, first floor laundry. PLYMOUTH — charming 2 bedroom near downtown, hardwood floors. ROCHESTER — 3 bedroom tri-level, large lot, garage. NOVI — lakefront, 2 bedrooms, deck, immediate occupancy. <box>288 511 391 617</box>
